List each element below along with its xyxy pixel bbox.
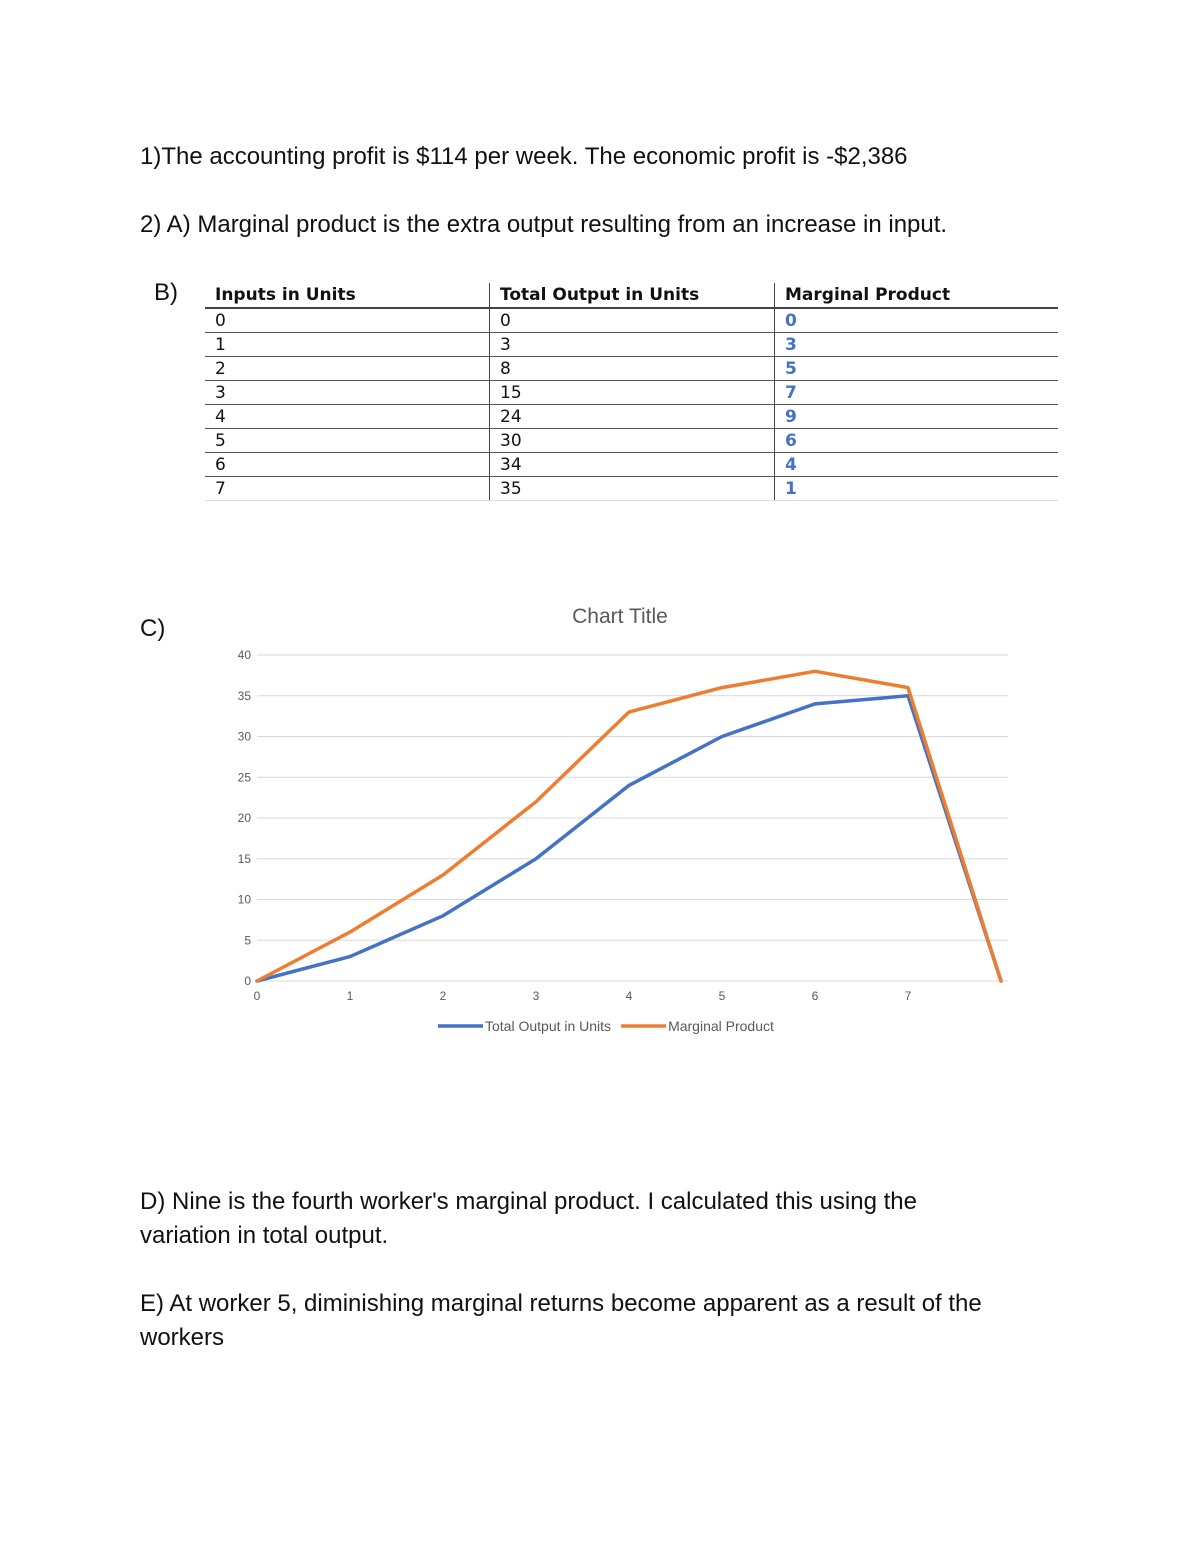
legend-label: Total Output in Units <box>485 1018 612 1034</box>
cell-output: 3 <box>490 333 775 357</box>
cell-output: 34 <box>490 453 775 477</box>
part-b-label: B) <box>154 279 178 306</box>
cell-output: 0 <box>490 308 775 333</box>
y-tick-label: 35 <box>237 688 251 703</box>
table-row <box>205 357 1058 381</box>
table-row <box>205 381 1058 405</box>
x-tick-label: 7 <box>904 989 912 1003</box>
cell-mp: 7 <box>775 381 1059 405</box>
part-c-label: C) <box>140 615 166 642</box>
answer-2e: E) At worker 5, diminishing marginal returns become apparent as a result of the workers <box>140 1290 982 1351</box>
answer-1: 1)The accounting profit is $114 per week. The economic profit is -$2,386 <box>140 143 908 170</box>
answer-2d: D) Nine is the fourth worker's marginal product. I calculated this using the variation in total output. <box>140 1188 917 1249</box>
table-header-row <box>205 283 1058 308</box>
cell-input: 7 <box>205 477 490 501</box>
cell-mp: 5 <box>775 357 1059 381</box>
x-tick-label: 2 <box>439 989 447 1003</box>
cell-output: 8 <box>490 357 775 381</box>
cell-mp: 1 <box>775 477 1059 501</box>
series-line-marginal-product <box>257 671 1001 981</box>
marginal-product-table <box>205 283 1058 501</box>
legend-label: Marginal Product <box>668 1018 774 1034</box>
x-tick-label: 3 <box>532 989 540 1003</box>
x-tick-label: 5 <box>718 989 726 1003</box>
y-tick-label: 30 <box>237 729 251 744</box>
cell-input: 0 <box>205 308 490 333</box>
y-tick-label: 15 <box>237 851 251 866</box>
y-tick-label: 40 <box>237 648 251 662</box>
table-row <box>205 333 1058 357</box>
header-total-output: Total Output in Units <box>490 283 775 308</box>
cell-mp: 0 <box>775 308 1059 333</box>
y-tick-label: 10 <box>237 892 251 907</box>
cell-output: 35 <box>490 477 775 501</box>
cell-mp: 4 <box>775 453 1059 477</box>
y-tick-label: 25 <box>237 770 251 785</box>
cell-input: 5 <box>205 429 490 453</box>
x-tick-label: 0 <box>253 989 261 1003</box>
y-tick-label: 5 <box>244 933 251 948</box>
table-row <box>205 405 1058 429</box>
table-row <box>205 308 1058 333</box>
cell-input: 2 <box>205 357 490 381</box>
cell-input: 1 <box>205 333 490 357</box>
x-tick-label: 1 <box>346 989 354 1003</box>
series-line-total-output <box>257 696 1001 981</box>
x-tick-label: 6 <box>811 989 819 1003</box>
cell-mp: 6 <box>775 429 1059 453</box>
header-marginal-product: Marginal Product <box>775 283 1059 308</box>
y-tick-label: 0 <box>244 974 251 988</box>
cell-input: 6 <box>205 453 490 477</box>
table-row <box>205 429 1058 453</box>
cell-output: 15 <box>490 381 775 405</box>
cell-mp: 3 <box>775 333 1059 357</box>
cell-mp: 9 <box>775 405 1059 429</box>
table-row <box>205 453 1058 477</box>
cell-output: 30 <box>490 429 775 453</box>
y-tick-label: 20 <box>237 811 251 825</box>
cell-input: 3 <box>205 381 490 405</box>
cell-input: 4 <box>205 405 490 429</box>
answer-2a: 2) A) Marginal product is the extra output resulting from an increase in input. <box>140 211 948 238</box>
x-tick-label: 4 <box>625 989 633 1003</box>
line-chart <box>215 595 1025 1045</box>
cell-output: 24 <box>490 405 775 429</box>
header-inputs: Inputs in Units <box>205 283 490 308</box>
table-row <box>205 477 1058 501</box>
chart-title: Chart Title <box>572 605 668 628</box>
